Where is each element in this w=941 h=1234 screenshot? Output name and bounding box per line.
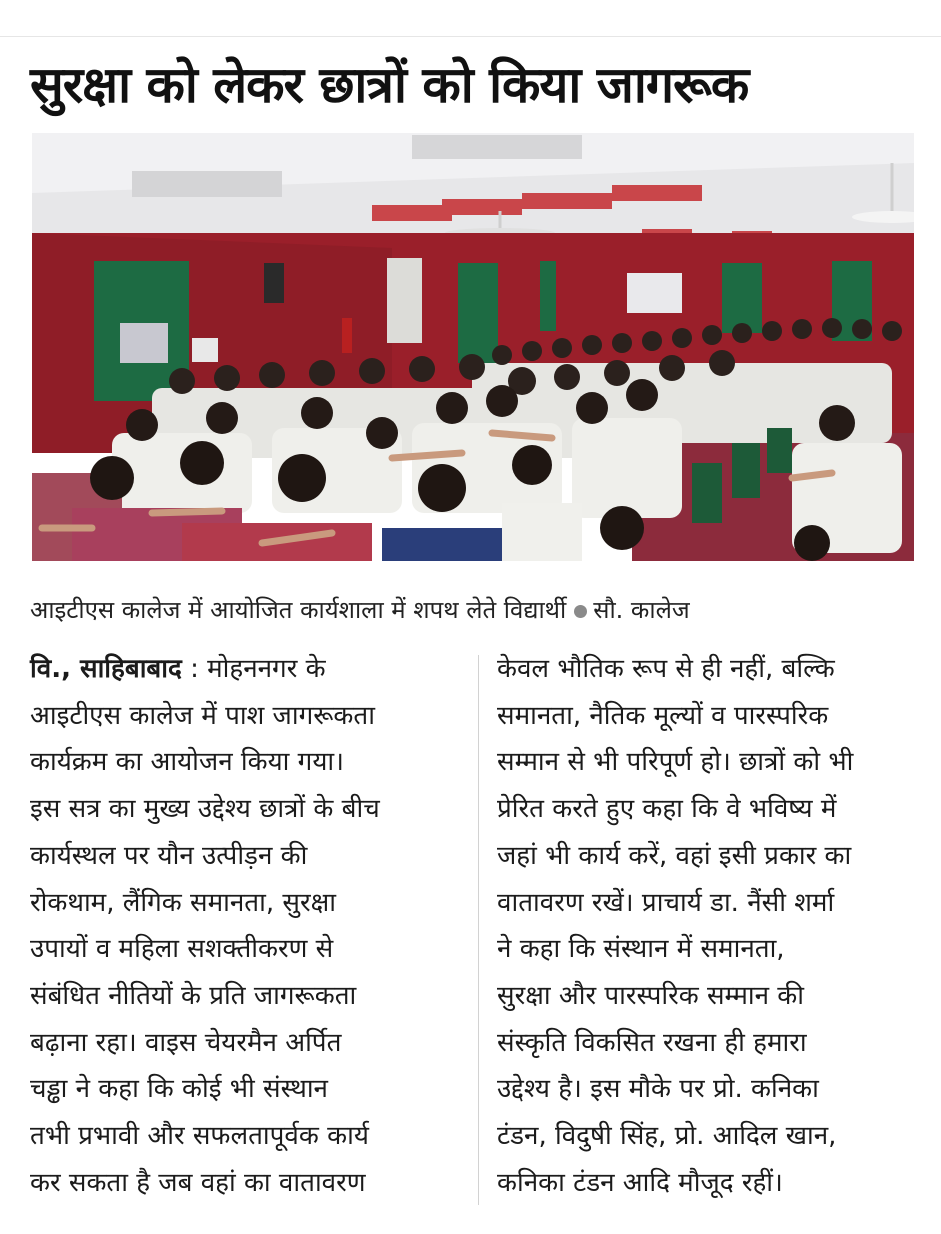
article-line: जहां भी कार्य करें, वहां इसी प्रकार का (497, 840, 852, 871)
news-photo (32, 133, 914, 561)
photo-caption (30, 592, 920, 628)
article-line: समानता, नैतिक मूल्यों व पारस्परिक (497, 700, 829, 731)
article-line: कार्यस्थल पर यौन उत्पीड़न की (30, 840, 308, 871)
article-line: आइटीएस कालेज में पाश जागरूकता (30, 700, 375, 731)
article-line: प्रेरित करते हुए कहा कि वे भविष्य में (497, 794, 837, 825)
article-line: वातावरण रखें। प्राचार्य डा. नैंसी शर्मा (497, 887, 835, 918)
caption-text: आइटीएस कालेज में आयोजित कार्यशाला में शपथ लेते विद्यार्थी (30, 596, 567, 624)
article-text: मोहननगर के (207, 654, 326, 684)
article-column-left (30, 646, 470, 1206)
article-line: ने कहा कि संस्थान में समानता, (497, 934, 785, 965)
article-line: कनिका टंडन आदि मौजूद रहीं। (497, 1167, 783, 1198)
article-line: कर सकता है जब वहां का वातावरण (30, 1167, 366, 1198)
article-line: तभी प्रभावी और सफलतापूर्वक कार्य (30, 1121, 369, 1152)
article-line: इस सत्र का मुख्य उद्देश्य छात्रों के बीच (30, 794, 380, 825)
bullet-dot-icon (574, 605, 587, 618)
article-line: टंडन, विदुषी सिंह, प्रो. आदिल खान, (497, 1121, 837, 1152)
article-line: सम्मान से भी परिपूर्ण हो। छात्रों को भी (497, 747, 854, 778)
article-line: उद्देश्य है। इस मौके पर प्रो. कनिका (497, 1074, 819, 1105)
article-column-right (497, 646, 917, 1206)
column-divider (478, 655, 479, 1205)
article-line: केवल भौतिक रूप से ही नहीं, बल्कि (497, 654, 835, 684)
article-line: चड्ढा ने कहा कि कोई भी संस्थान (30, 1074, 328, 1105)
article-line: उपायों व महिला सशक्तीकरण से (30, 934, 334, 965)
headline: सुरक्षा को लेकर छात्रों को किया जागरूक (30, 56, 749, 114)
article-line: सुरक्षा और पारस्परिक सम्मान की (497, 980, 804, 1011)
article-line: वि., साहिबाबाद : मोहननगर के (30, 654, 326, 684)
article-line: कार्यक्रम का आयोजन किया गया। (30, 747, 344, 778)
article-line: संबंधित नीतियों के प्रति जागरूकता (30, 980, 357, 1011)
article-line: रोकथाम, लैंगिक समानता, सुरक्षा (30, 887, 336, 918)
article-line: बढ़ाना रहा। वाइस चेयरमैन अर्पित (30, 1027, 342, 1058)
top-rule (0, 36, 941, 37)
caption-credit: सौ. कालेज (593, 596, 690, 624)
dateline: वि., साहिबाबाद (30, 654, 182, 684)
article-line: संस्कृति विकसित रखना ही हमारा (497, 1027, 807, 1058)
